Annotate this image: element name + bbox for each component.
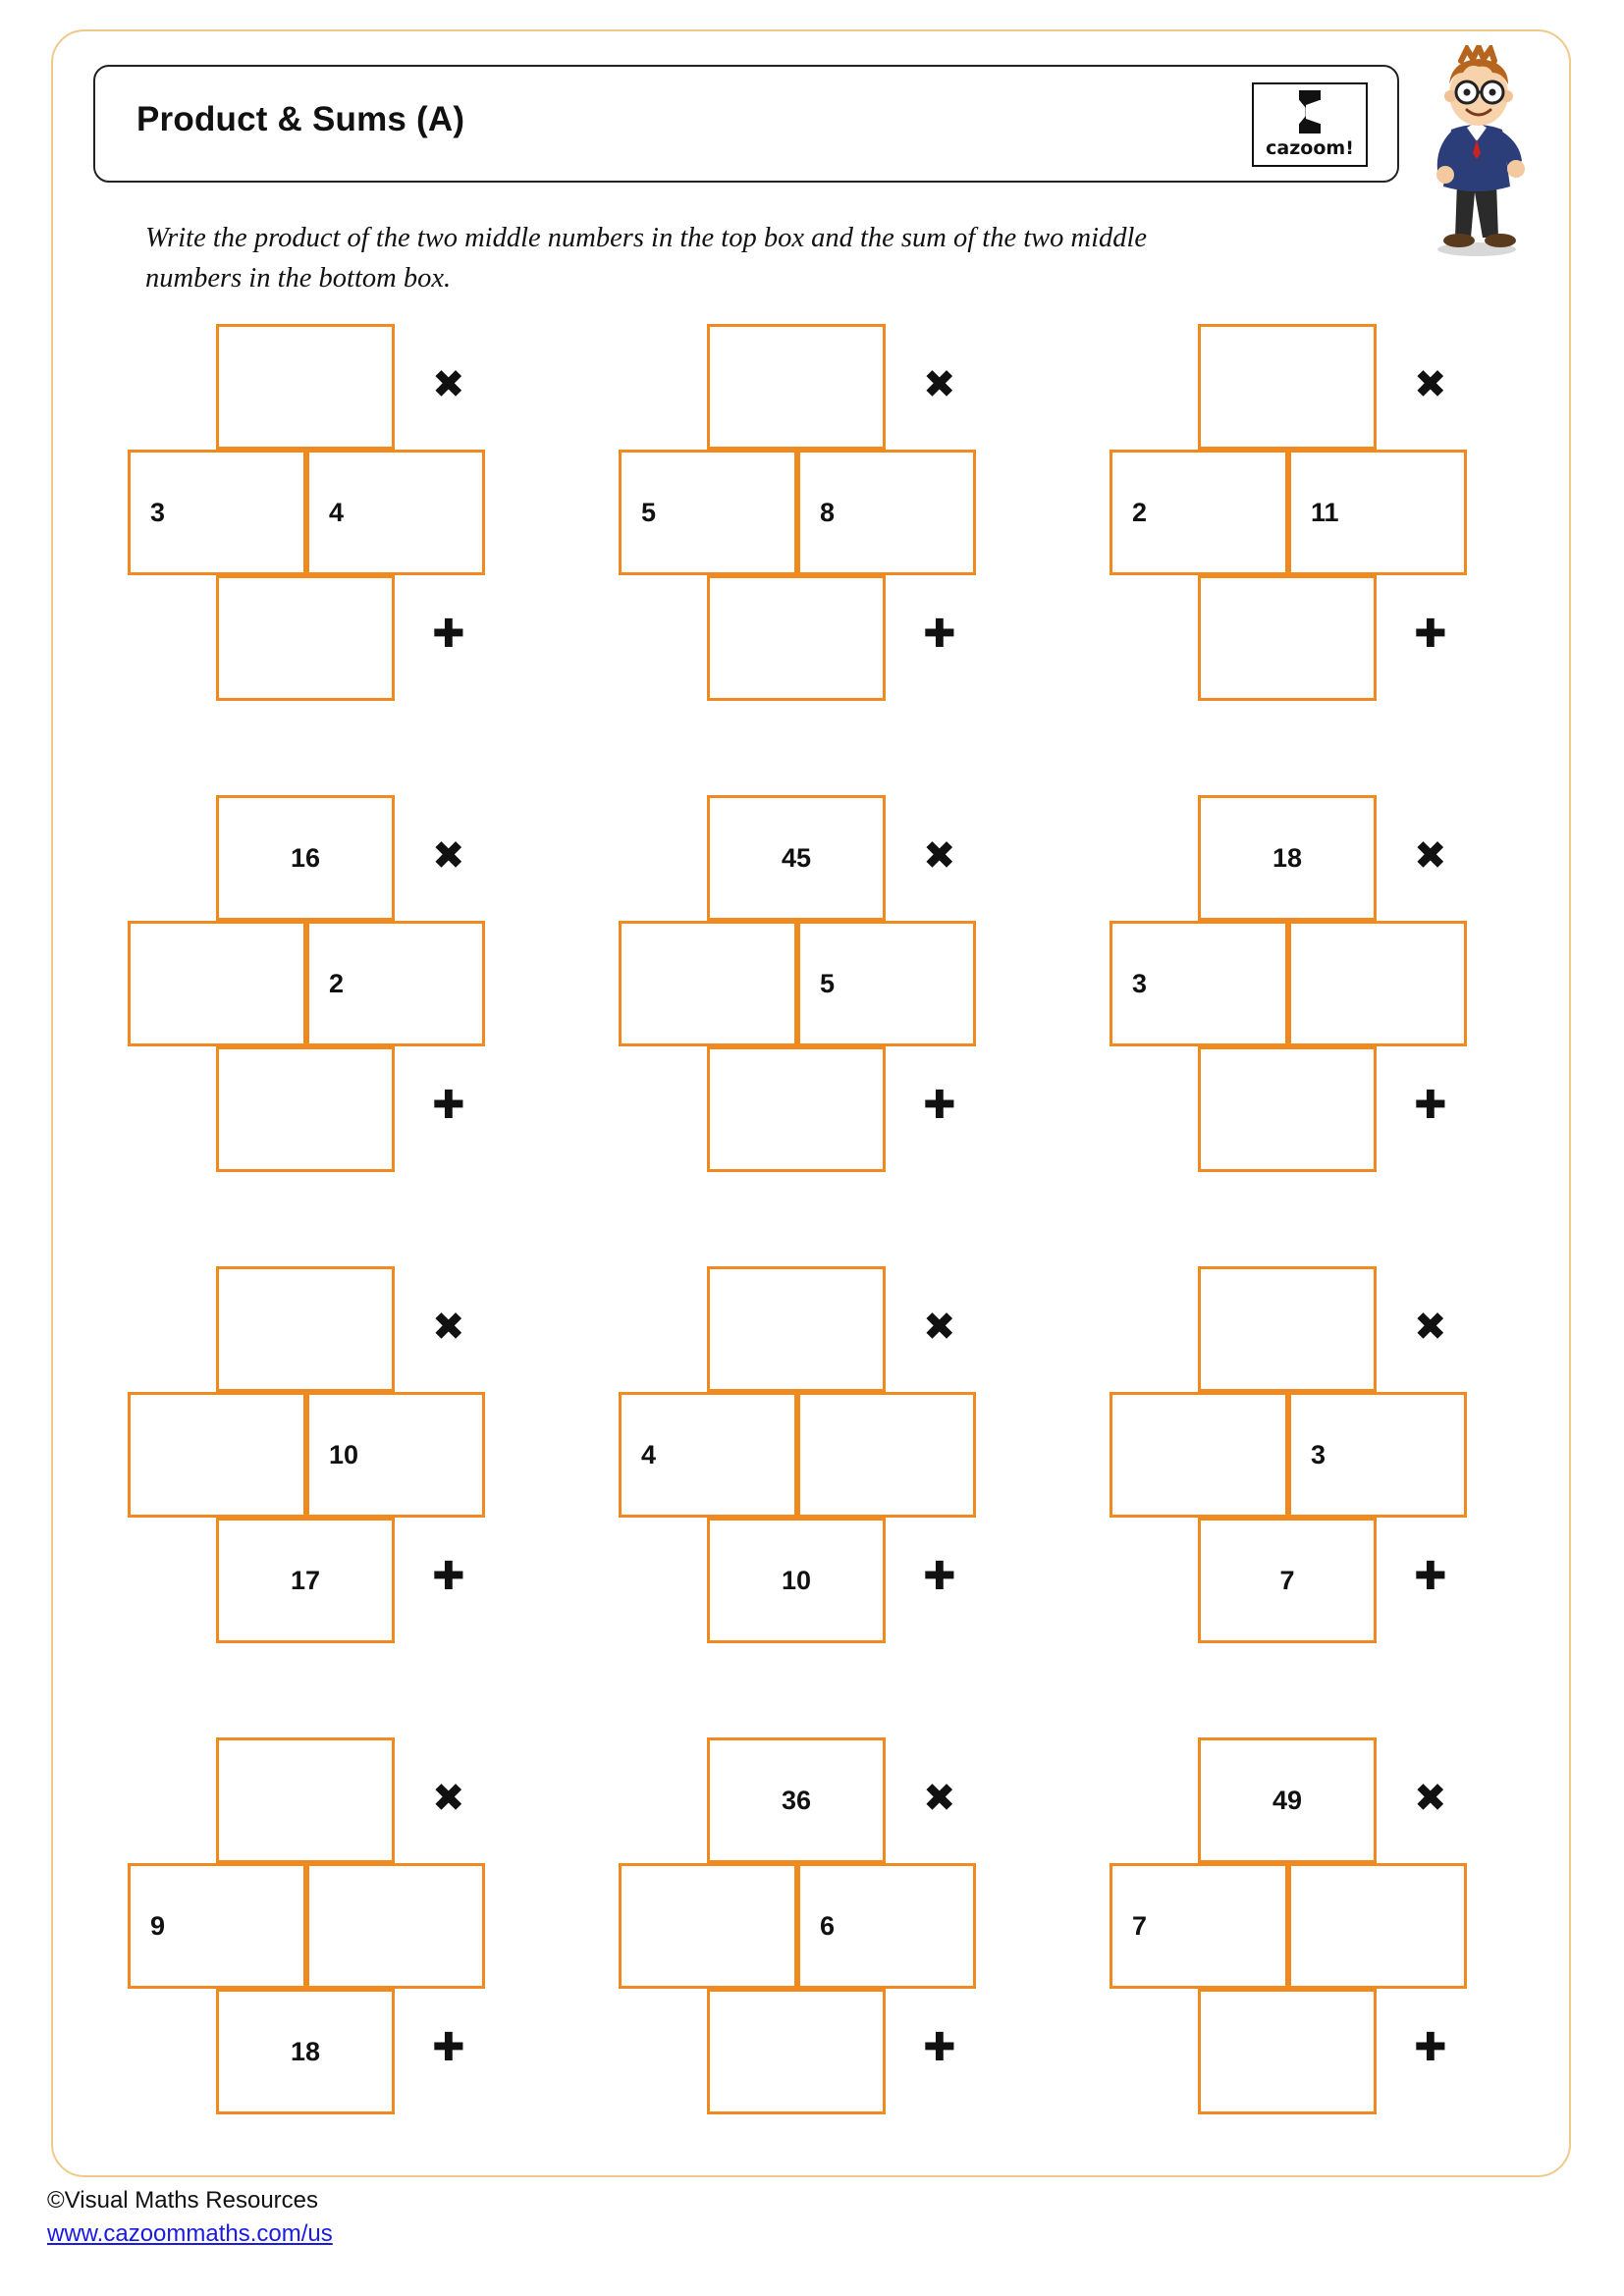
multiply-icon: ✖ <box>1414 833 1447 879</box>
puzzle-3-top-box[interactable] <box>1198 324 1377 450</box>
puzzle-9-right-box[interactable]: 3 <box>1288 1392 1467 1518</box>
puzzle-8-left-box[interactable]: 4 <box>619 1392 797 1518</box>
puzzle-8-right-box[interactable] <box>797 1392 976 1518</box>
multiply-icon: ✖ <box>1414 1776 1447 1821</box>
puzzle-9-bottom-box[interactable]: 7 <box>1198 1518 1377 1643</box>
multiply-icon: ✖ <box>432 833 465 879</box>
puzzle-8-top-box[interactable] <box>707 1266 886 1392</box>
plus-icon: ✚ <box>432 612 465 657</box>
puzzle-12-left-box[interactable]: 7 <box>1110 1863 1288 1989</box>
puzzle-2-left-box[interactable]: 5 <box>619 450 797 575</box>
puzzle-2-right-box[interactable]: 8 <box>797 450 976 575</box>
plus-icon: ✚ <box>1414 1554 1447 1599</box>
logo-wordmark: cazoom! <box>1266 137 1354 159</box>
multiply-icon: ✖ <box>432 362 465 407</box>
multiply-icon: ✖ <box>923 1776 956 1821</box>
puzzle-grid <box>0 324 1624 2209</box>
multiply-icon: ✖ <box>1414 362 1447 407</box>
puzzle-5-right-box[interactable]: 5 <box>797 921 976 1046</box>
plus-icon: ✚ <box>432 1554 465 1599</box>
puzzle-5-top-box[interactable]: 45 <box>707 795 886 921</box>
puzzle-1-bottom-box[interactable] <box>216 575 395 701</box>
puzzle-7-right-box[interactable]: 10 <box>306 1392 485 1518</box>
multiply-icon: ✖ <box>923 1305 956 1350</box>
puzzle-2 <box>619 324 1031 717</box>
puzzle-6-left-box[interactable]: 3 <box>1110 921 1288 1046</box>
puzzle-5-left-box[interactable] <box>619 921 797 1046</box>
puzzle-10-right-box[interactable] <box>306 1863 485 1989</box>
puzzle-row <box>0 795 1624 1266</box>
puzzle-10-bottom-box[interactable]: 18 <box>216 1989 395 2114</box>
multiply-icon: ✖ <box>1414 1305 1447 1350</box>
plus-icon: ✚ <box>923 1083 956 1128</box>
instructions-text: Write the product of the two middle numbers in the top box and the sum of the two middle numbers in the bottom box. <box>145 223 1148 294</box>
copyright-text: ©Visual Maths Resources <box>47 2187 319 2214</box>
puzzle-10-top-box[interactable] <box>216 1737 395 1863</box>
puzzle-8 <box>619 1266 1031 1659</box>
puzzle-9-left-box[interactable] <box>1110 1392 1288 1518</box>
website-link[interactable]: www.cazoommaths.com/us <box>47 2220 333 2247</box>
hourglass-icon <box>1299 90 1321 133</box>
multiply-icon: ✖ <box>923 362 956 407</box>
puzzle-1-top-box[interactable] <box>216 324 395 450</box>
plus-icon: ✚ <box>1414 2025 1447 2070</box>
puzzle-3-right-box[interactable]: 11 <box>1288 450 1467 575</box>
puzzle-row <box>0 1266 1624 1737</box>
puzzle-6 <box>1110 795 1522 1188</box>
puzzle-3-bottom-box[interactable] <box>1198 575 1377 701</box>
puzzle-7-bottom-box[interactable]: 17 <box>216 1518 395 1643</box>
multiply-icon: ✖ <box>923 833 956 879</box>
plus-icon: ✚ <box>923 1554 956 1599</box>
puzzle-1 <box>128 324 540 717</box>
puzzle-3-left-box[interactable]: 2 <box>1110 450 1288 575</box>
plus-icon: ✚ <box>1414 1083 1447 1128</box>
puzzle-1-left-box[interactable]: 3 <box>128 450 306 575</box>
puzzle-9-top-box[interactable] <box>1198 1266 1377 1392</box>
multiply-icon: ✖ <box>432 1776 465 1821</box>
puzzle-4-left-box[interactable] <box>128 921 306 1046</box>
puzzle-4-bottom-box[interactable] <box>216 1046 395 1172</box>
puzzle-4 <box>128 795 540 1188</box>
cazoom-logo <box>1252 82 1368 167</box>
puzzle-2-bottom-box[interactable] <box>707 575 886 701</box>
puzzle-5-bottom-box[interactable] <box>707 1046 886 1172</box>
puzzle-6-right-box[interactable] <box>1288 921 1467 1046</box>
puzzle-6-bottom-box[interactable] <box>1198 1046 1377 1172</box>
plus-icon: ✚ <box>432 2025 465 2070</box>
mascot-illustration <box>1406 45 1543 261</box>
puzzle-7-top-box[interactable] <box>216 1266 395 1392</box>
puzzle-row <box>0 324 1624 795</box>
puzzle-11-top-box[interactable]: 36 <box>707 1737 886 1863</box>
puzzle-1-right-box[interactable]: 4 <box>306 450 485 575</box>
puzzle-10-left-box[interactable]: 9 <box>128 1863 306 1989</box>
puzzle-row <box>0 1737 1624 2209</box>
puzzle-12-bottom-box[interactable] <box>1198 1989 1377 2114</box>
puzzle-12-top-box[interactable]: 49 <box>1198 1737 1377 1863</box>
title-box <box>93 65 1399 183</box>
footer <box>47 2187 333 2248</box>
puzzle-11-left-box[interactable] <box>619 1863 797 1989</box>
puzzle-11-bottom-box[interactable] <box>707 1989 886 2114</box>
puzzle-10 <box>128 1737 540 2130</box>
puzzle-6-top-box[interactable]: 18 <box>1198 795 1377 921</box>
plus-icon: ✚ <box>1414 612 1447 657</box>
puzzle-4-top-box[interactable]: 16 <box>216 795 395 921</box>
puzzle-11-right-box[interactable]: 6 <box>797 1863 976 1989</box>
page-title: Product & Sums (A) <box>136 100 465 138</box>
plus-icon: ✚ <box>432 1083 465 1128</box>
puzzle-4-right-box[interactable]: 2 <box>306 921 485 1046</box>
puzzle-2-top-box[interactable] <box>707 324 886 450</box>
puzzle-11 <box>619 1737 1031 2130</box>
plus-icon: ✚ <box>923 2025 956 2070</box>
puzzle-5 <box>619 795 1031 1188</box>
plus-icon: ✚ <box>923 612 956 657</box>
puzzle-12-right-box[interactable] <box>1288 1863 1467 1989</box>
puzzle-12 <box>1110 1737 1522 2130</box>
puzzle-9 <box>1110 1266 1522 1659</box>
puzzle-3 <box>1110 324 1522 717</box>
multiply-icon: ✖ <box>432 1305 465 1350</box>
puzzle-8-bottom-box[interactable]: 10 <box>707 1518 886 1643</box>
puzzle-7-left-box[interactable] <box>128 1392 306 1518</box>
puzzle-7 <box>128 1266 540 1659</box>
